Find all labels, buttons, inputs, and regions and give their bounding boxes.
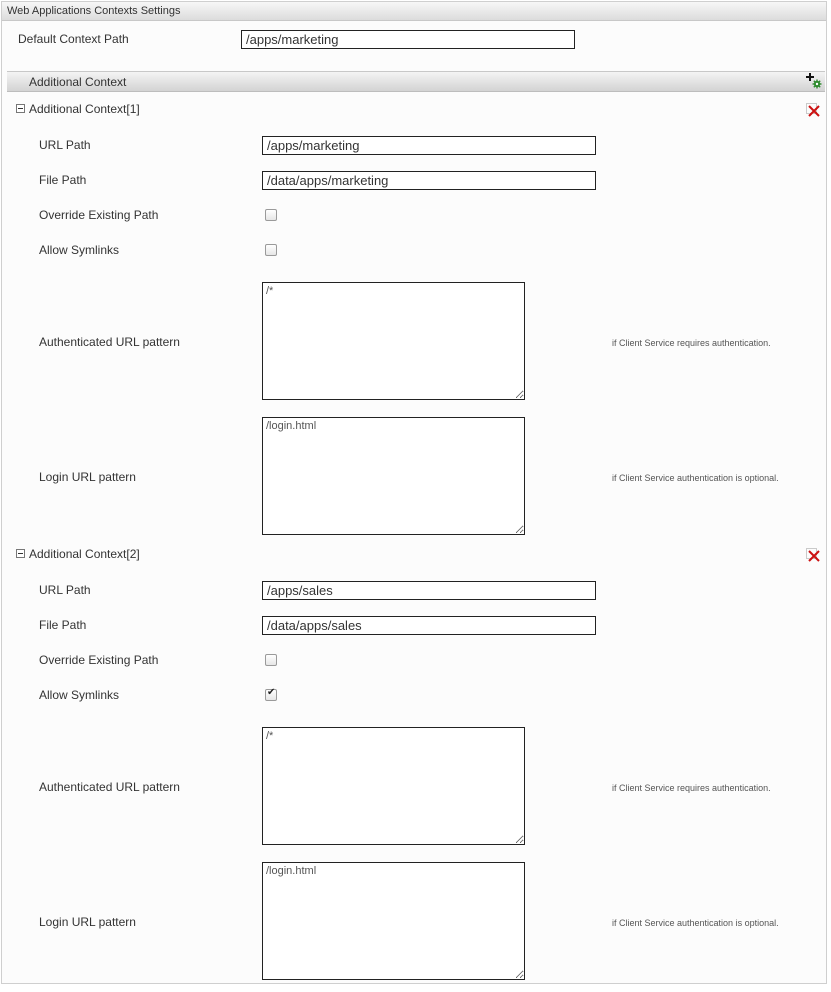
file-path-label: File Path xyxy=(39,618,87,632)
file-path-label: File Path xyxy=(39,173,87,187)
url-path-input[interactable] xyxy=(262,581,596,600)
additional-context-1 xyxy=(7,102,825,547)
collapse-icon[interactable] xyxy=(16,549,25,558)
login-url-label: Login URL pattern xyxy=(39,470,136,484)
allow-symlinks-checkbox[interactable] xyxy=(265,244,277,256)
login-url-textarea[interactable] xyxy=(262,862,525,980)
override-path-label: Override Existing Path xyxy=(39,653,159,667)
allow-symlinks-label: Allow Symlinks xyxy=(39,688,120,702)
url-path-input[interactable] xyxy=(262,136,596,155)
delete-icon[interactable] xyxy=(806,548,820,562)
context-title: Additional Context[1] xyxy=(29,102,140,116)
context-title: Additional Context[2] xyxy=(29,547,140,561)
add-gear-icon[interactable] xyxy=(806,73,822,89)
default-context-path-label: Default Context Path xyxy=(18,32,129,46)
additional-context-header xyxy=(7,71,825,92)
additional-context-title: Additional Context xyxy=(29,75,127,89)
default-context-path-input[interactable] xyxy=(241,30,575,49)
auth-hint: if Client Service requires authentication. xyxy=(612,783,771,793)
authenticated-url-textarea[interactable] xyxy=(262,727,525,845)
login-hint: if Client Service authentication is optional. xyxy=(612,918,779,928)
authenticated-url-label: Authenticated URL pattern xyxy=(39,780,180,794)
login-hint: if Client Service authentication is optional. xyxy=(612,473,779,483)
login-url-label: Login URL pattern xyxy=(39,915,136,929)
login-url-textarea[interactable] xyxy=(262,417,525,535)
override-path-label: Override Existing Path xyxy=(39,208,159,222)
url-path-label: URL Path xyxy=(39,583,91,597)
authenticated-url-label: Authenticated URL pattern xyxy=(39,335,180,349)
additional-context-2 xyxy=(7,547,825,992)
auth-hint: if Client Service requires authentication. xyxy=(612,338,771,348)
file-path-input[interactable] xyxy=(262,171,596,190)
allow-symlinks-label: Allow Symlinks xyxy=(39,243,120,257)
collapse-icon[interactable] xyxy=(16,104,25,113)
panel-header: Web Applications Contexts Settings xyxy=(2,2,826,21)
override-path-checkbox[interactable] xyxy=(265,209,277,221)
settings-panel xyxy=(1,1,827,984)
file-path-input[interactable] xyxy=(262,616,596,635)
authenticated-url-textarea[interactable] xyxy=(262,282,525,400)
override-path-checkbox[interactable] xyxy=(265,654,277,666)
allow-symlinks-checkbox[interactable] xyxy=(265,689,277,701)
delete-icon[interactable] xyxy=(806,103,820,117)
url-path-label: URL Path xyxy=(39,138,91,152)
